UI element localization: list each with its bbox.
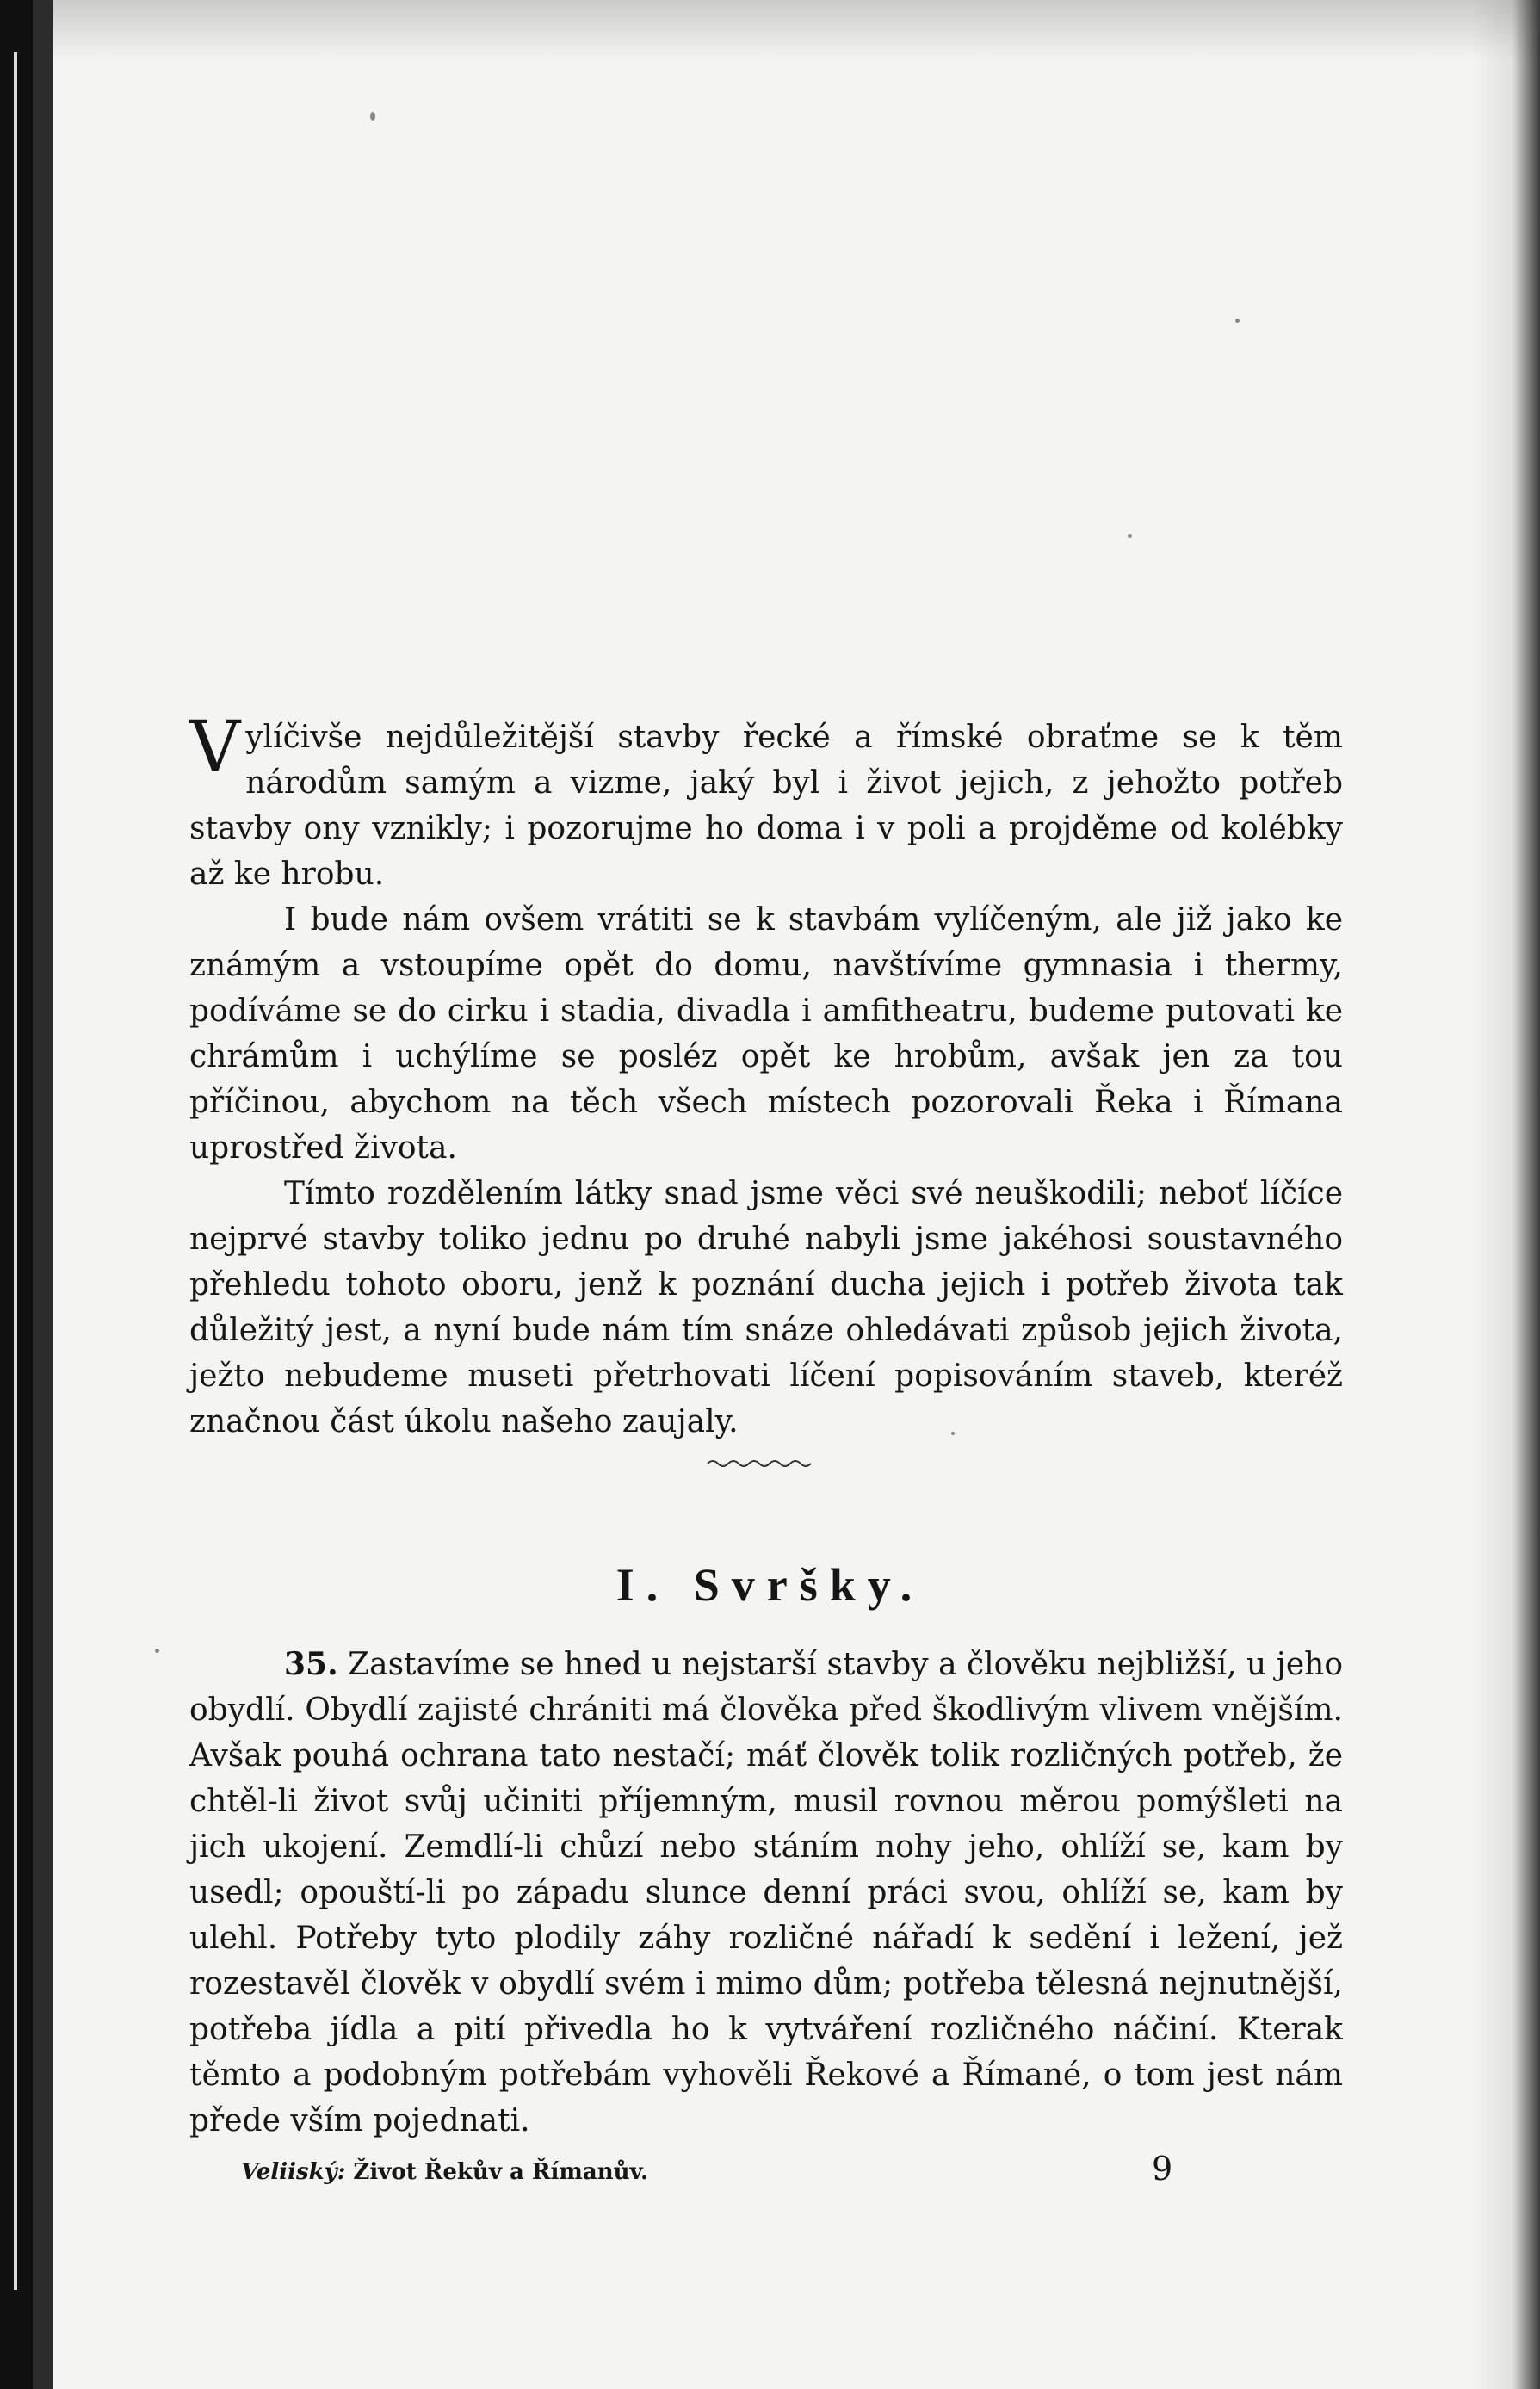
running-footer	[241, 2159, 648, 2185]
intro-text	[189, 707, 1343, 1445]
chapter-title: I. Svršky.	[615, 1559, 925, 1611]
page-shadow-right	[1471, 0, 1540, 2389]
scan-speck	[1235, 319, 1240, 323]
drop-cap: V	[189, 707, 241, 789]
scan-speck	[155, 1649, 159, 1653]
footer-title: Život Řekův a Římanův.	[353, 2159, 649, 2185]
section-paragraph	[189, 1642, 1343, 2144]
section-text	[189, 1642, 1343, 2144]
binding-edge	[33, 0, 53, 2389]
footer-author: Veliiský:	[241, 2159, 346, 2185]
intro-paragraph-2: I bude nám ovšem vrátiti se k stavbám vylíčeným, ale již jako ke známým a vstoupíme opět do domu, navštívíme gymnasia i thermy, podíváme se do cirku i stadia, divadla i amfitheatru, budeme putovati ke chrámům i uchýlíme se posléz opět ke hrobům, avšak jen za tou příčinou, abychom na těch všech místech pozorovali Řeka i Římana uprostřed života.	[189, 902, 1343, 1166]
wavy-ornament-divider	[706, 1455, 818, 1472]
intro-paragraph-1	[189, 707, 1343, 897]
scan-speck	[1128, 534, 1132, 538]
section-body: Zastavíme se hned u nejstarší stavby a člověku nejbližší, u jeho obydlí. Obydlí zajisté chrániti má člověka před škodlivým vlivem vnějším. Avšak pouhá ochrana tato nestačí; máť člověk tolik rozličných potřeb, že chtěl-li život svůj učiniti příjemným, musil rovnou měrou pomýšleti na jich ukojení. Zemdlí-li chůzí nebo stáním nohy jeho, ohlíží se, kam by usedl; opouští-li po západu slunce denní práci svou, ohlíží se, kam by ulehl. Potřeby tyto plodily záhy rozličné nářadí k sedění i ležení, jež rozestavěl člověk v obydlí svém i mimo dům; potřeba tělesná nejnutnější, potřeba jídla a pití přivedla ho k vytváření rozličného náčiní. Kterak těmto a podobným potřebám vyhověli Řekové a Římané, o tom jest nám přede vším pojednati.	[189, 1647, 1343, 2138]
section-number: 35.	[284, 1646, 338, 1682]
intro-paragraph-1-text: ylíčivše nejdůležitější stavby řecké a římské obraťme se k těm národům samým a vizme, jaký byl i život jejich, z jehožto potřeb stavby ony vznikly; i pozorujme ho doma i v poli a projděme od kolébky až ke hrobu.	[189, 720, 1343, 892]
page-shadow-top	[0, 0, 1540, 60]
spine-line	[14, 52, 17, 2290]
scan-speck	[370, 112, 375, 121]
page-number: 9	[1152, 2150, 1173, 2188]
intro-paragraph-3: Tímto rozdělením látky snad jsme věci své neuškodili; neboť líčíce nejprvé stavby toliko jednu po druhé nabyli jsme jakéhosi soustavného přehledu tohoto oboru, jenž k poznání ducha jejich i potřeb života tak důležitý jest, a nyní bude nám tím snáze ohledávati způsob jejich života, ježto nebudeme museti přetrhovati líčení popisováním staveb, kteréž značnou část úkolu našeho zaujaly.	[189, 1176, 1343, 1439]
